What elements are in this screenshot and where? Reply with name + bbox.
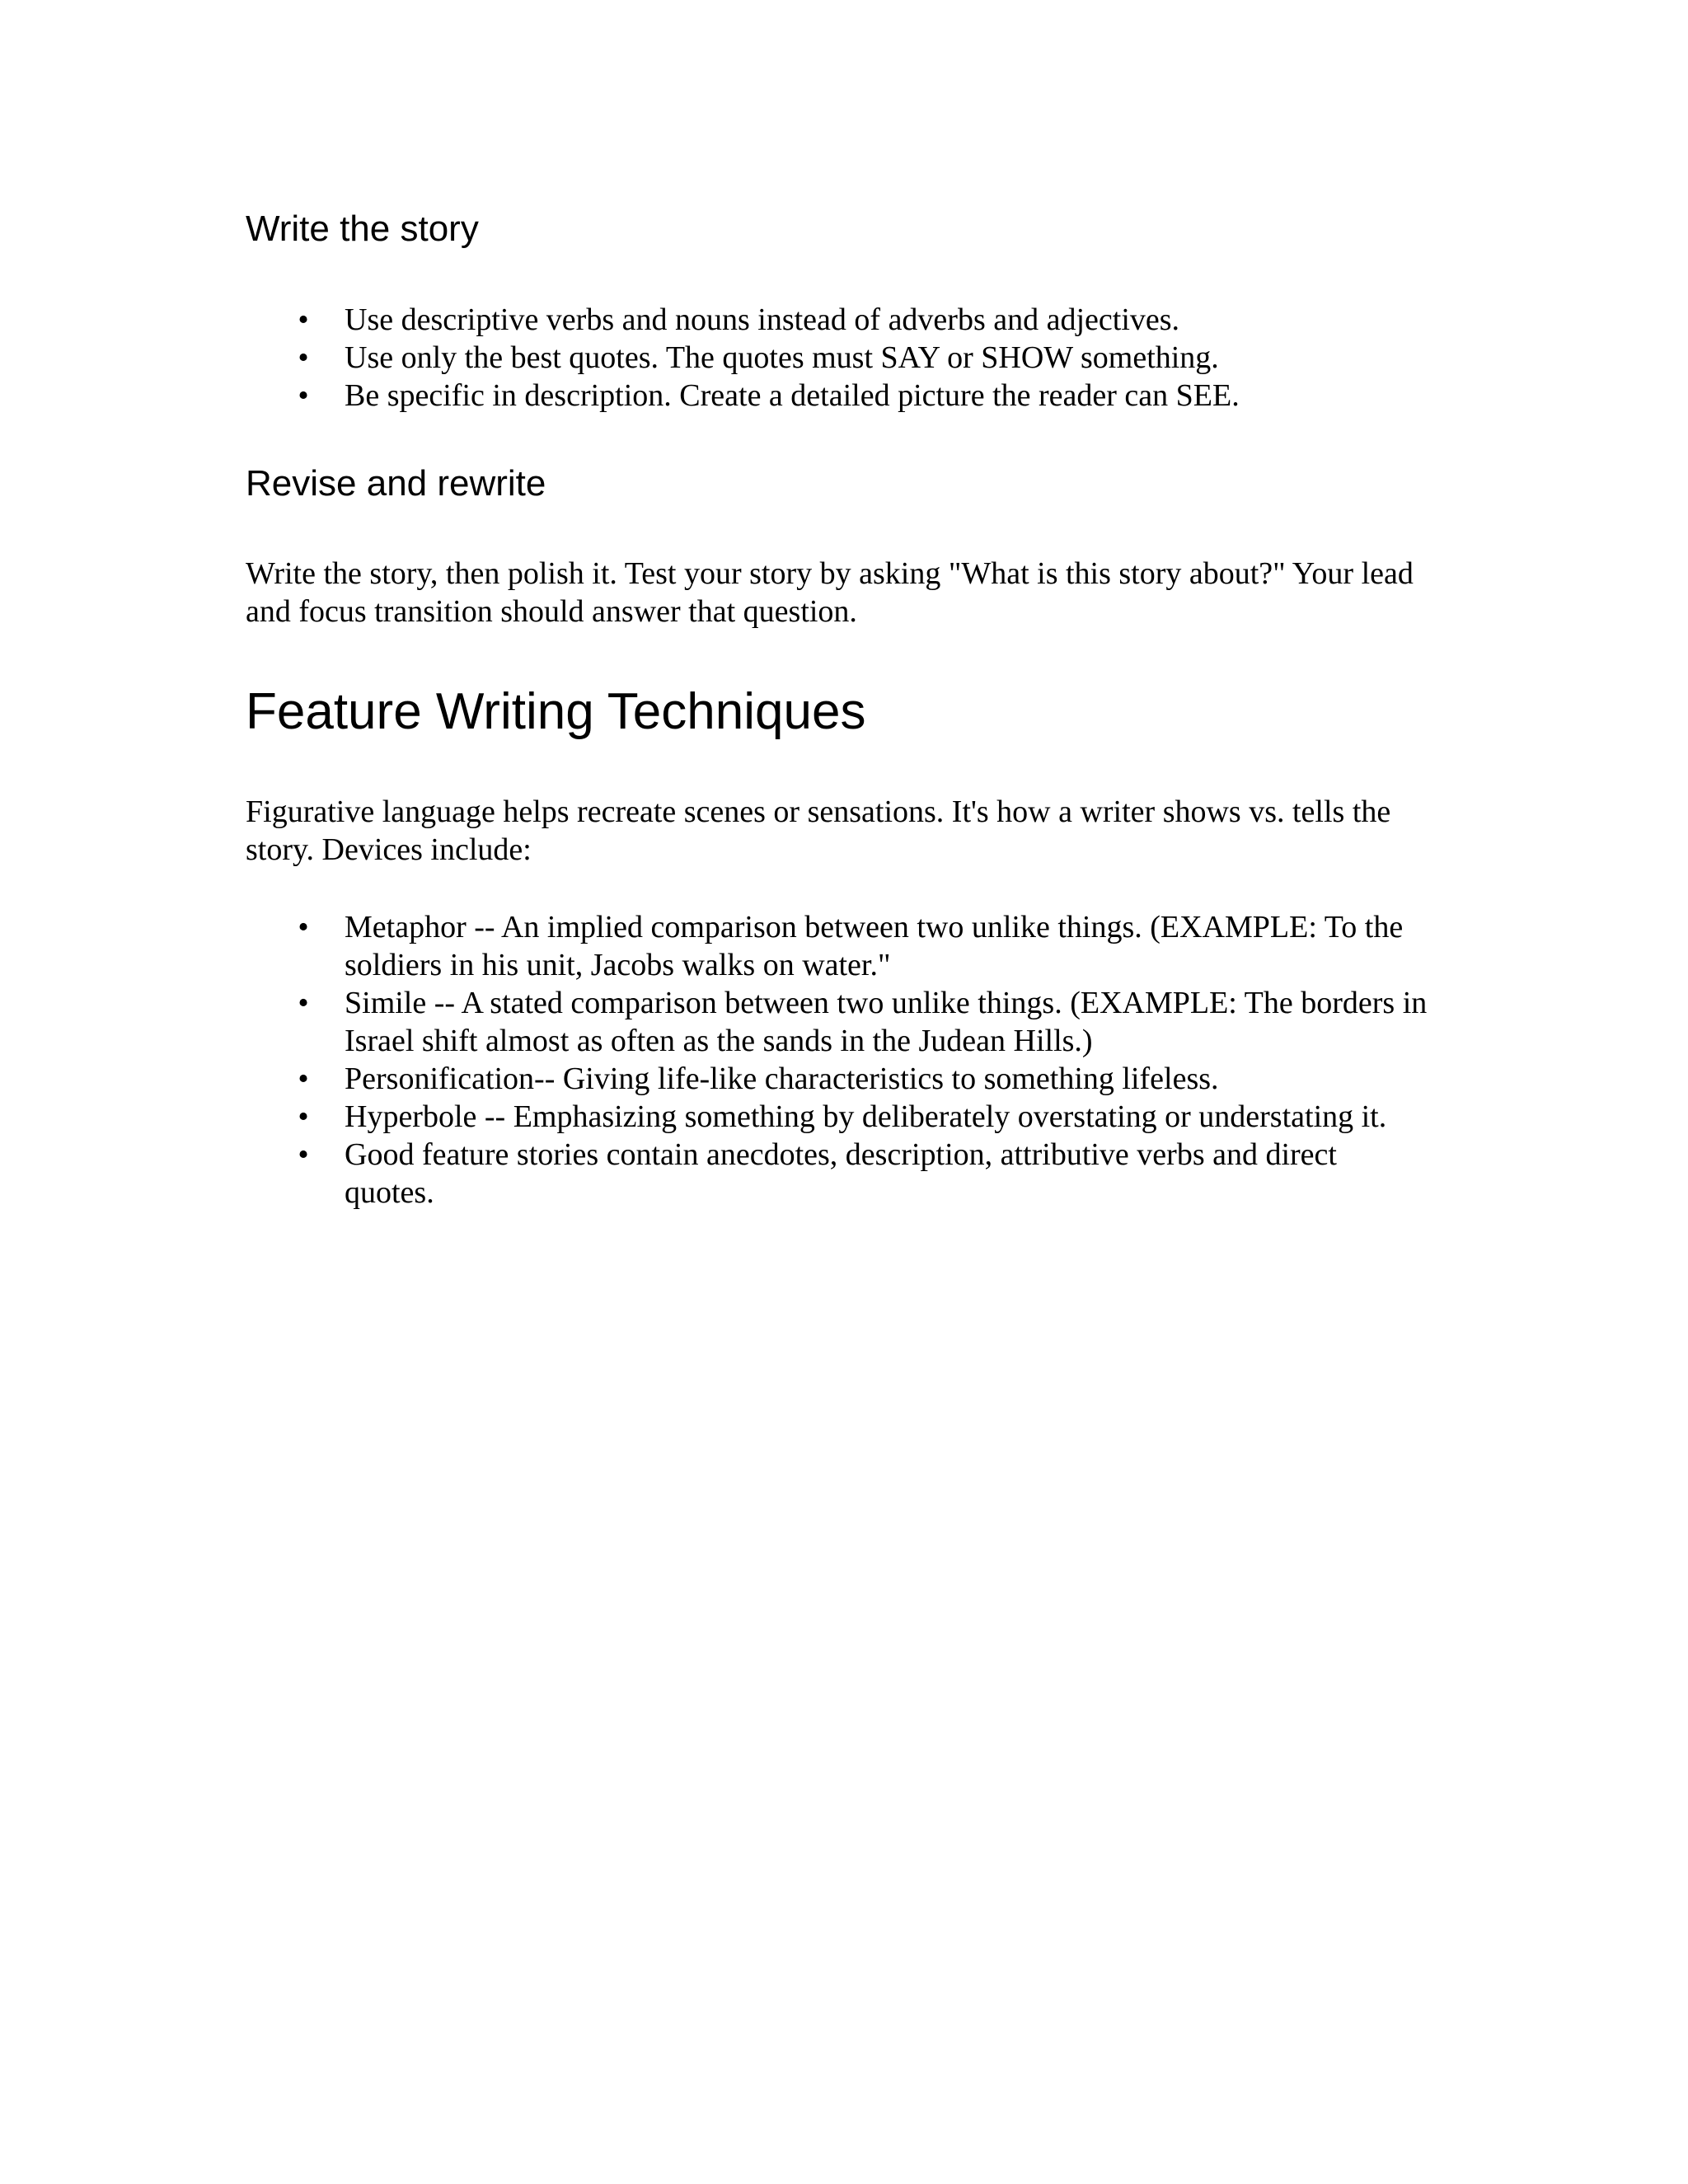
list-item xyxy=(246,908,1432,984)
list-item-text: Metaphor -- An implied comparison between two unlike things. (EXAMPLE: To the soldiers in his unit, Jacobs walks on water." xyxy=(345,910,1404,982)
feature-devices-bullet-list xyxy=(246,908,1432,1212)
list-item-text: Use only the best quotes. The quotes must SAY or SHOW something. xyxy=(345,340,1219,375)
list-item xyxy=(246,301,1432,339)
bullet-icon: • xyxy=(298,378,309,413)
heading-write-the-story: Write the story xyxy=(246,209,479,249)
list-item-text: Simile -- A stated comparison between two unlike things. (EXAMPLE: The borders in Israel shift almost as often as the sands in the Judean Hills.) xyxy=(345,986,1428,1058)
list-item-text: Use descriptive verbs and nouns instead of adverbs and adjectives. xyxy=(345,302,1180,337)
bullet-icon: • xyxy=(298,986,309,1020)
list-item xyxy=(246,1136,1432,1212)
bullet-icon: • xyxy=(298,340,309,375)
bullet-icon: • xyxy=(298,1137,309,1172)
bullet-icon: • xyxy=(298,1062,309,1096)
list-item-text: Good feature stories contain anecdotes, description, attributive verbs and direct quotes. xyxy=(345,1137,1337,1210)
list-item-text: Hyperbole -- Emphasizing something by deliberately overstating or understating it. xyxy=(345,1099,1387,1134)
write-story-bullet-list xyxy=(246,301,1432,415)
heading-revise-and-rewrite: Revise and rewrite xyxy=(246,463,546,504)
list-item-text: Personification-- Giving life-like characteristics to something lifeless. xyxy=(345,1062,1219,1096)
bullet-icon: • xyxy=(298,1099,309,1134)
list-item-text: Be specific in description. Create a detailed picture the reader can SEE. xyxy=(345,378,1240,413)
bullet-icon: • xyxy=(298,302,309,337)
list-item xyxy=(246,377,1432,415)
list-item xyxy=(246,984,1432,1060)
feature-intro-paragraph: Figurative language helps recreate scenes or sensations. It's how a writer shows vs. tells the story. Devices include: xyxy=(246,794,1391,867)
revise-paragraph: Write the story, then polish it. Test your story by asking "What is this story about?" Your lead and focus transition should answer that question. xyxy=(246,556,1414,629)
list-item xyxy=(246,339,1432,377)
heading-feature-writing-techniques: Feature Writing Techniques xyxy=(246,683,866,740)
list-item xyxy=(246,1060,1432,1098)
bullet-icon: • xyxy=(298,910,309,944)
list-item xyxy=(246,1098,1432,1136)
